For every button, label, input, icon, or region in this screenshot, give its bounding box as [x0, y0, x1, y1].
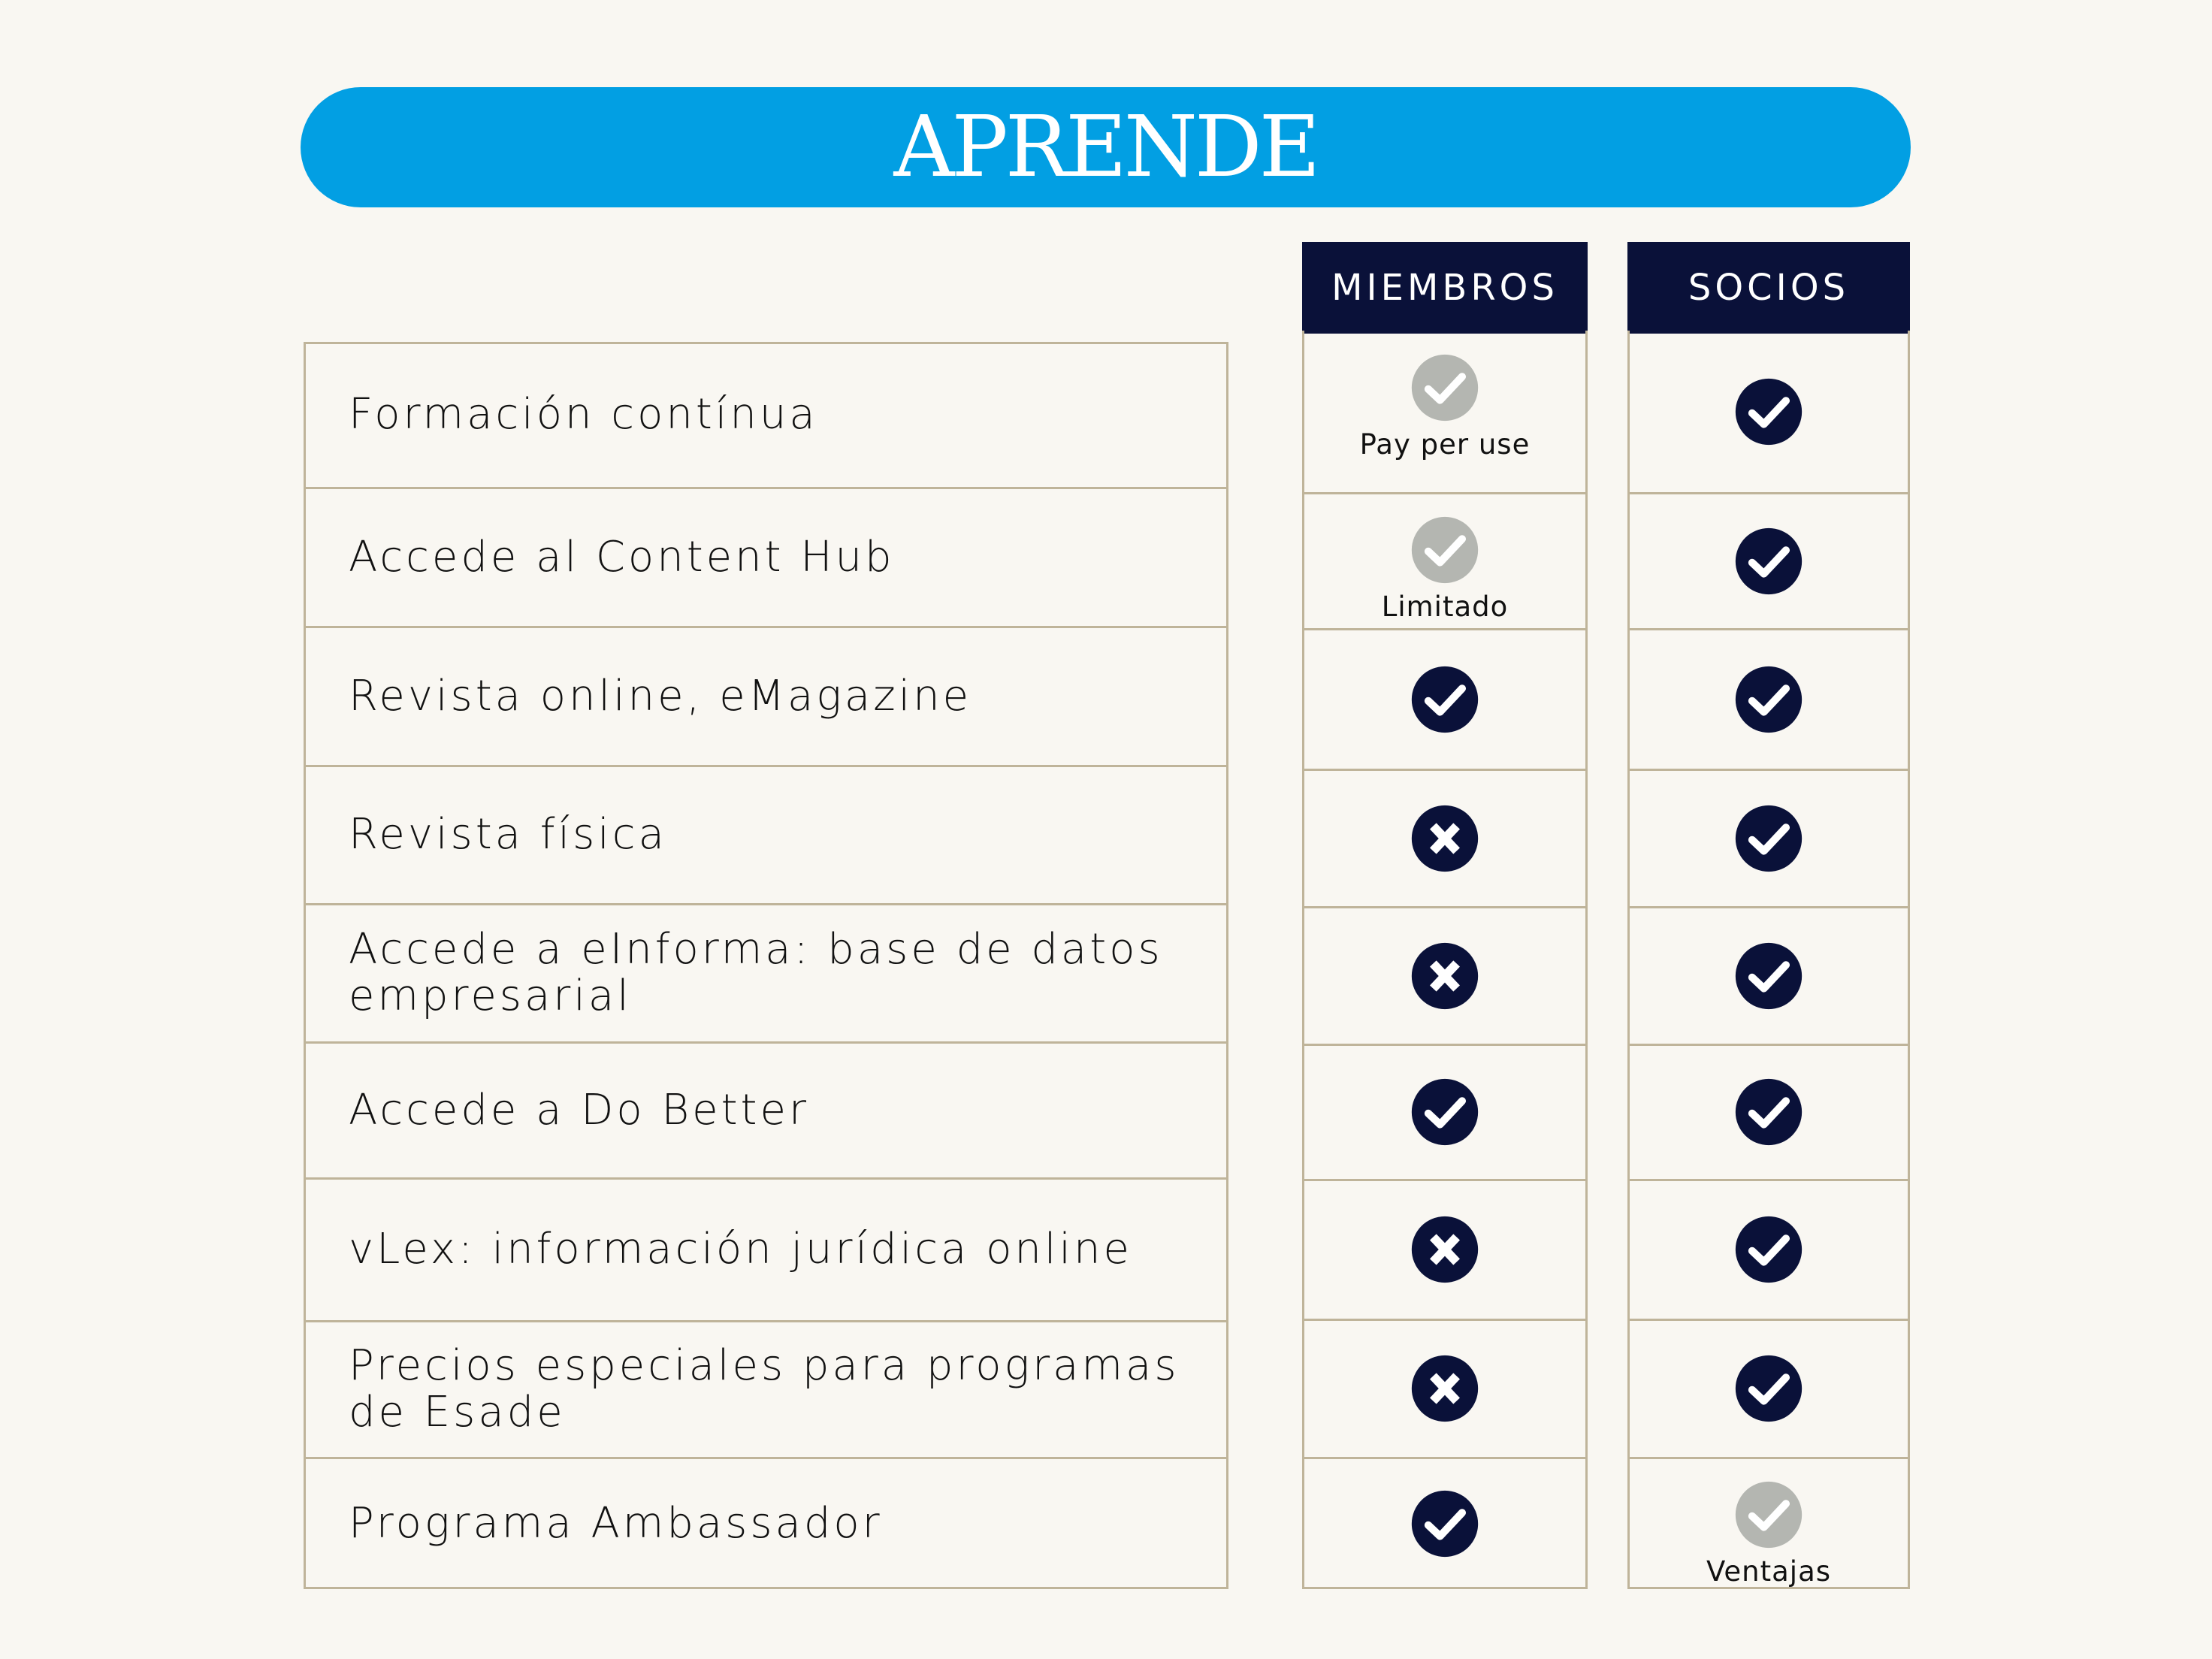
cross-icon	[1410, 1354, 1479, 1423]
miembros-row-divider	[1302, 628, 1588, 630]
feature-label: Revista online, eMagazine	[349, 671, 972, 721]
miembros-row-divider	[1302, 1044, 1588, 1046]
feature-label: Precios especiales para programas de Esade	[349, 1341, 1180, 1437]
check-grey-icon	[1734, 1480, 1803, 1549]
check-icon	[1734, 377, 1803, 446]
title-banner	[301, 87, 1911, 207]
row-divider	[304, 487, 1228, 489]
miembros-row-divider	[1302, 1179, 1588, 1181]
check-icon	[1734, 1354, 1803, 1423]
miembros-row-divider	[1302, 1457, 1588, 1459]
socios-row-divider	[1627, 628, 1910, 630]
socios-row-divider	[1627, 1457, 1910, 1459]
feature-label: vLex: información jurídica online	[349, 1225, 1132, 1274]
socios-row-divider	[1627, 769, 1910, 771]
row-divider	[304, 1041, 1228, 1044]
socios-row-divider	[1627, 1044, 1910, 1046]
miembros-row-divider	[1302, 769, 1588, 771]
check-icon	[1734, 941, 1803, 1011]
miembros-note: Limitado	[1381, 591, 1509, 623]
row-divider	[304, 903, 1228, 905]
check-icon	[1410, 1489, 1479, 1558]
cross-icon	[1410, 941, 1479, 1011]
check-icon	[1734, 1215, 1803, 1284]
feature-label: Accede a eInforma: base de datos empresarial	[349, 925, 1163, 1020]
column-header-miembros: MIEMBROS	[1302, 242, 1588, 334]
row-divider	[304, 1457, 1228, 1459]
socios-row-divider	[1627, 1319, 1910, 1321]
row-divider	[304, 765, 1228, 767]
check-icon	[1410, 1077, 1479, 1147]
check-icon	[1734, 1077, 1803, 1147]
row-divider	[304, 1320, 1228, 1322]
page-title: APRENDE	[893, 98, 1318, 196]
socios-row-divider	[1627, 492, 1910, 494]
feature-label: Formación contínua	[349, 390, 818, 439]
row-divider	[304, 1177, 1228, 1180]
socios-note: Ventajas	[1706, 1555, 1832, 1588]
row-divider	[304, 626, 1228, 628]
miembros-row-divider	[1302, 492, 1588, 494]
miembros-row-divider	[1302, 906, 1588, 908]
cross-icon	[1410, 1215, 1479, 1284]
feature-label: Revista física	[349, 810, 667, 859]
check-grey-icon	[1410, 353, 1479, 422]
column-header-socios: SOCIOS	[1627, 242, 1910, 334]
check-icon	[1410, 665, 1479, 734]
socios-row-divider	[1627, 906, 1910, 908]
feature-label: Accede a Do Better	[349, 1085, 809, 1135]
feature-label: Accede al Content Hub	[349, 532, 895, 582]
feature-label: Programa Ambassador	[349, 1498, 883, 1548]
cross-icon	[1410, 804, 1479, 873]
check-icon	[1734, 804, 1803, 873]
socios-row-divider	[1627, 1179, 1910, 1181]
check-grey-icon	[1410, 515, 1479, 585]
check-icon	[1734, 527, 1803, 596]
miembros-row-divider	[1302, 1319, 1588, 1321]
check-icon	[1734, 665, 1803, 734]
miembros-note: Pay per use	[1359, 428, 1531, 461]
